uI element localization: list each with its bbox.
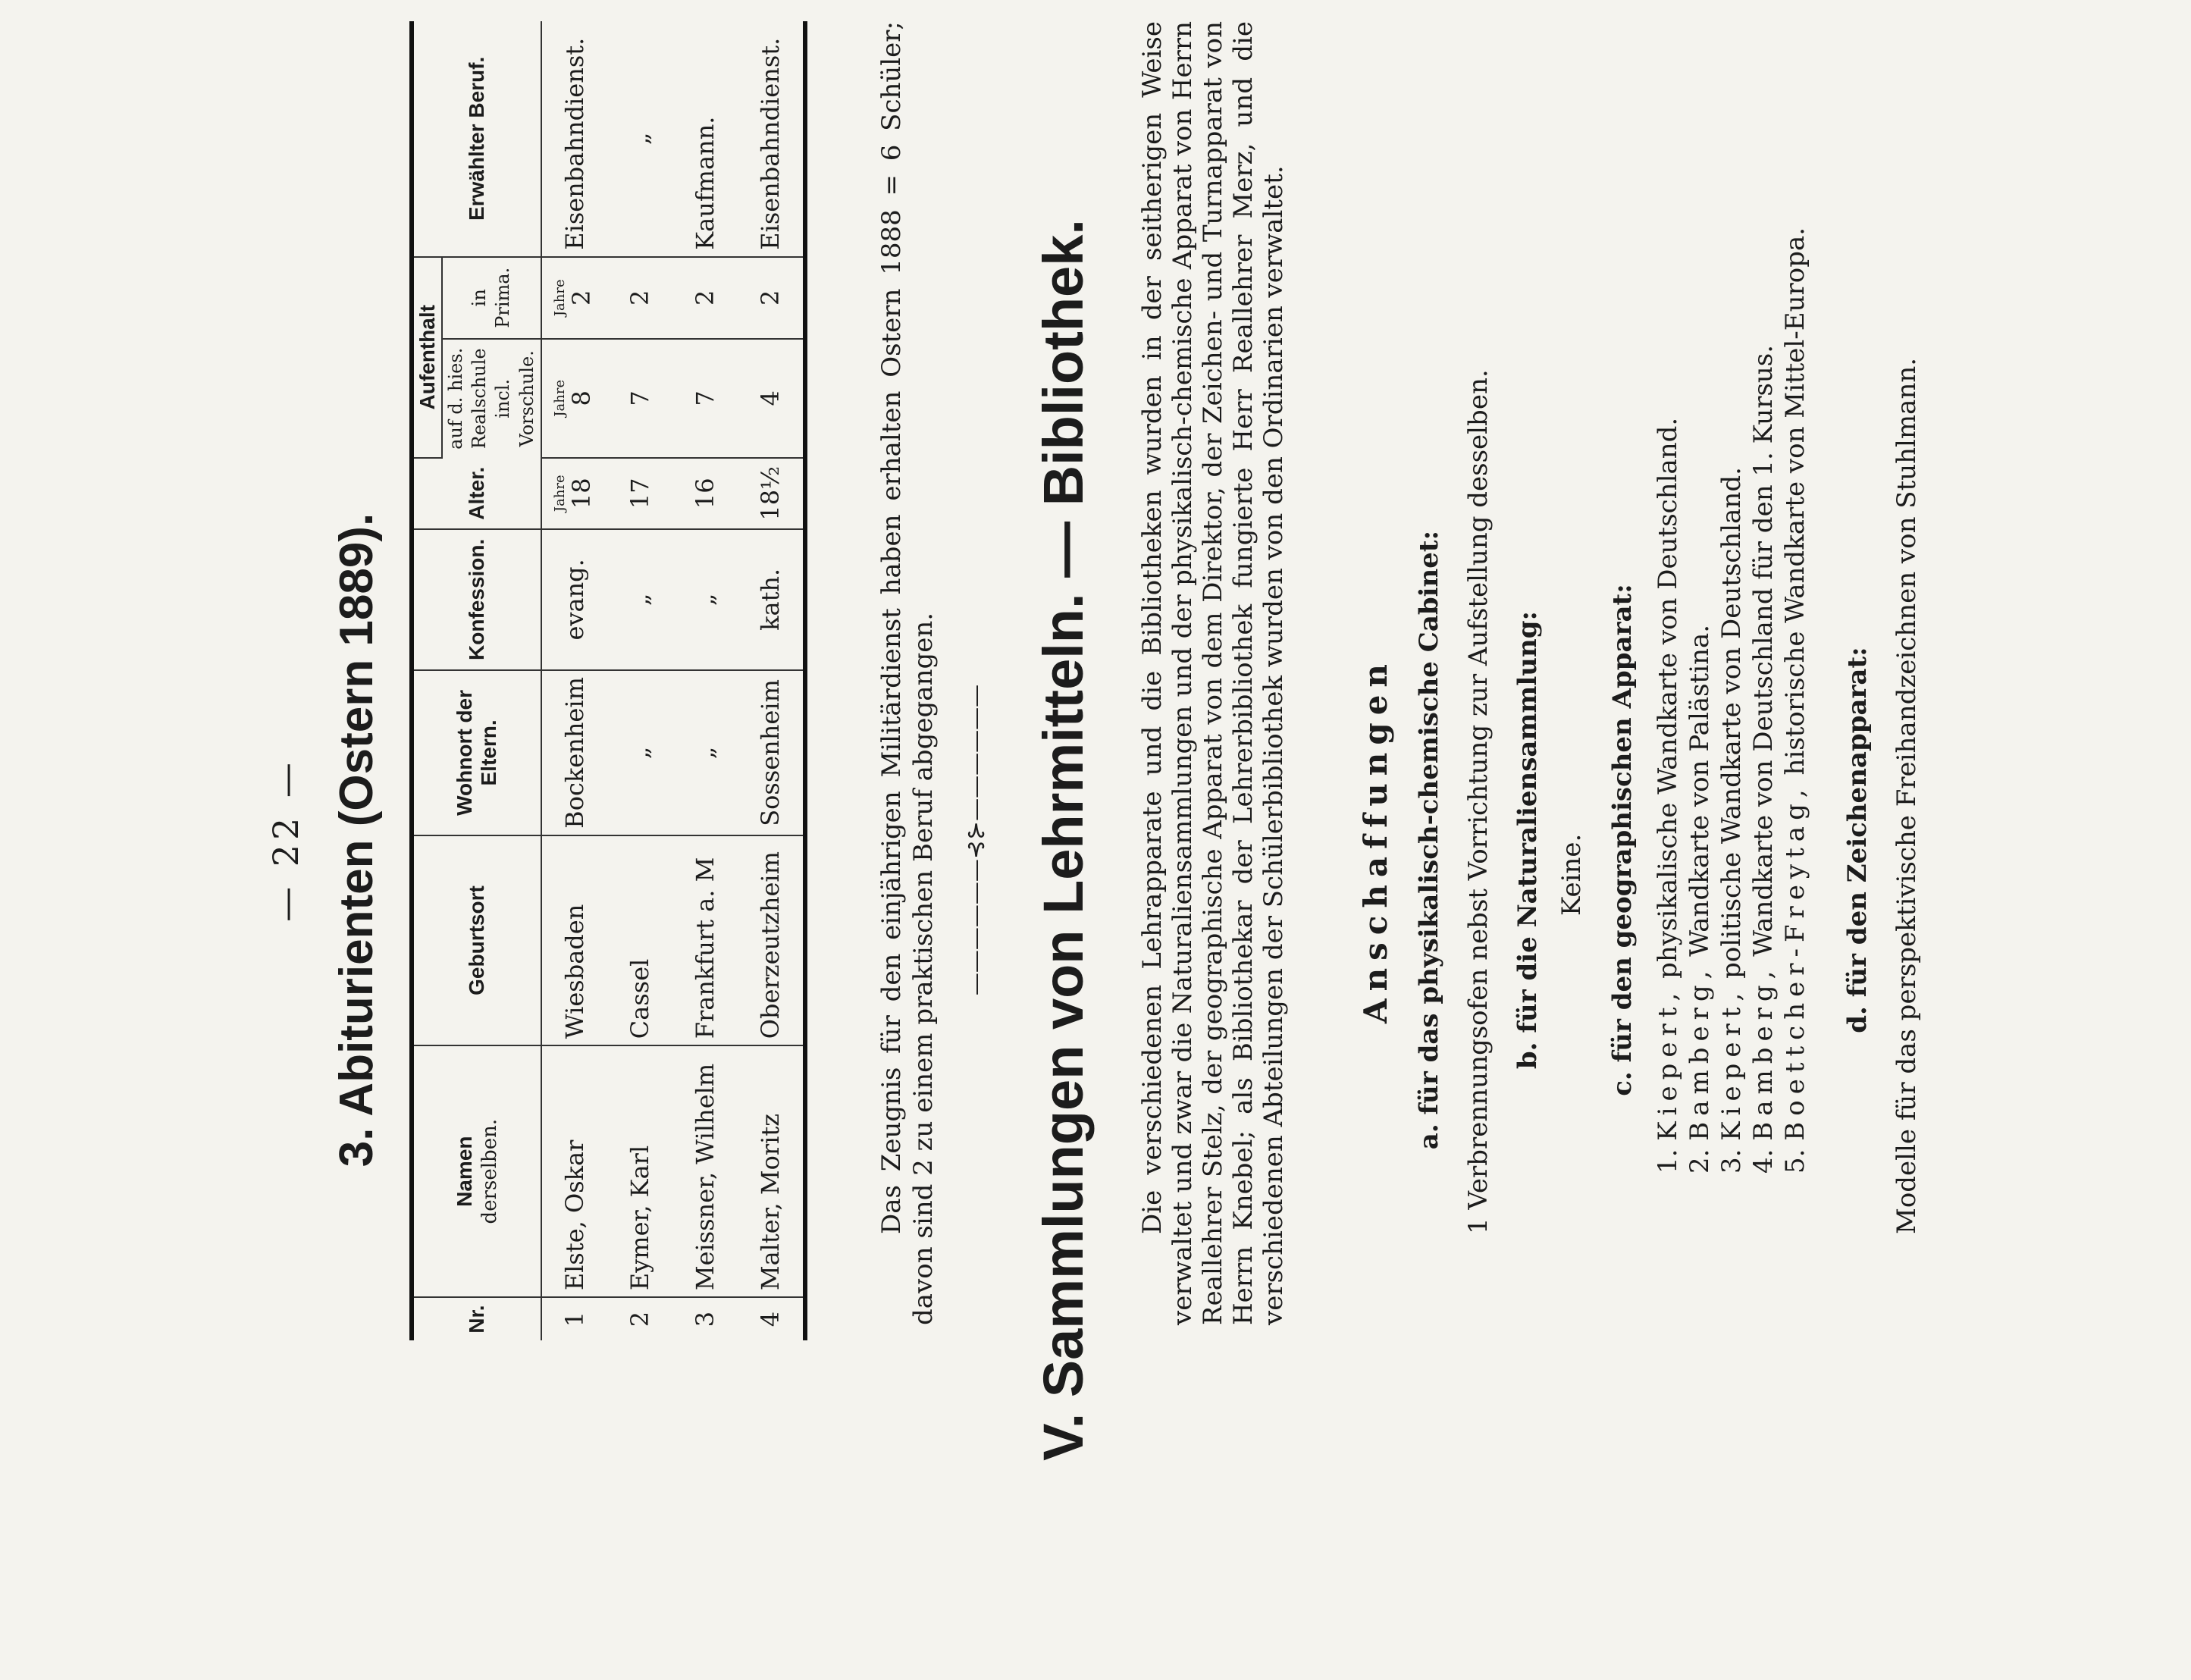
- cell-prima: 2: [672, 257, 738, 339]
- section-title: 3. Abiturienten (Ostern 1889).: [331, 512, 383, 1168]
- abiturienten-table: [409, 21, 807, 1340]
- list-num: 4.: [1748, 1149, 1779, 1174]
- list-num: 3.: [1716, 1149, 1747, 1174]
- cell-prima: 2: [607, 257, 672, 339]
- list-text: historische Wandkarte von Mittel-Europa.: [1780, 227, 1810, 776]
- cell-wohnort: „: [607, 670, 672, 835]
- document-page: [140, 21, 2051, 1553]
- list-text: Wandkarte von Deutschland für den 1. Kursus.: [1748, 344, 1779, 957]
- lehrmittel-paragraph: Die verschiedenen Lehrapparate und die Bibliotheken wurden in der seitherigen Weise verwaltet und zwar die Naturaliensammlungen und der physikalisch-chemische Apparat von Herrn Reallehrer Stelz, der geographische Apparat von dem Direktor, der Zeichen- und Turnapparat von Herrn Knebel; als Bibliothekar der Lehrerbibliothek fungierte Herr Reallehrer Merz, und die verschiedenen Abteilungen der Schülerbibliothek wurden von den Ordinarien verwaltet.: [1137, 21, 1289, 1325]
- list-author: Bamberg,: [1748, 964, 1779, 1141]
- text-b: Keine.: [1556, 833, 1587, 916]
- header-aufenthalt-prima: in Prima.: [442, 257, 541, 339]
- list-author: Bamberg,: [1685, 964, 1715, 1141]
- cell-geburtsort: Wiesbaden: [541, 835, 607, 1045]
- header-name-sub: derselben.: [478, 1118, 502, 1224]
- cell-realschule: [541, 339, 607, 458]
- alter-value: 18: [566, 478, 596, 509]
- cell-beruf: „: [607, 21, 672, 257]
- cell-geburtsort: Frankfurt a. M: [672, 835, 738, 1045]
- page-number: — 22 —: [265, 758, 306, 922]
- header-beruf: Erwählter Beruf.: [412, 21, 541, 257]
- cell-alter: 17: [607, 458, 672, 529]
- header-name-label: Namen: [453, 1136, 477, 1207]
- cell-prima: 2: [738, 257, 805, 339]
- cell-wohnort: „: [672, 670, 738, 835]
- cell-wohnort: Bockenheim: [541, 670, 607, 835]
- section-v-heading: V. Sammlungen von Lehrmitteln. — Bibliothek.: [1032, 219, 1095, 1461]
- cell-geburtsort: Cassel: [607, 835, 672, 1045]
- cell-alter: [541, 458, 607, 529]
- list-author: Kiepert,: [1653, 986, 1683, 1141]
- table-row: [541, 21, 607, 1340]
- list-num: 2.: [1685, 1149, 1715, 1174]
- list-item: [1716, 467, 1747, 1174]
- list-text: Wandkarte von Palästina.: [1685, 624, 1715, 957]
- cell-konfession: „: [672, 529, 738, 670]
- list-item: [1685, 625, 1715, 1174]
- unit-label: Jahre: [551, 475, 568, 512]
- cell-name: Malter, Moritz: [738, 1045, 805, 1297]
- cell-realschule: 7: [672, 339, 738, 458]
- cell-konfession: „: [607, 529, 672, 670]
- cell-beruf: Eisenbahndienst.: [738, 21, 805, 257]
- subheading-d: d. für den Zeichenapparat:: [1842, 647, 1873, 1033]
- cell-konfession: evang.: [541, 529, 607, 670]
- cell-name: Eymer, Karl: [607, 1045, 672, 1297]
- militaerdienst-paragraph: Das Zeugnis für den einjährigen Militärdienst haben erhalten Ostern 1888 = 6 Schüler; davon sind 2 zu einem praktischen Beruf abgegangen.: [876, 21, 939, 1325]
- list-num: 5.: [1780, 1149, 1810, 1174]
- cell-konfession: kath.: [738, 529, 805, 670]
- list-item: [1653, 418, 1683, 1174]
- header-name: [412, 1045, 541, 1297]
- list-item: [1780, 227, 1810, 1174]
- header-nr: Nr.: [412, 1297, 541, 1340]
- cell-name: Meissner, Wilhelm: [672, 1045, 738, 1297]
- unit-label: Jahre: [551, 379, 568, 417]
- prima-value: 2: [566, 290, 596, 306]
- header-alter: Alter.: [412, 458, 541, 529]
- table-row: [738, 21, 805, 1340]
- list-text: physikalische Wandkarte von Deutschland.: [1653, 417, 1683, 979]
- cell-nr: 3: [690, 1311, 719, 1327]
- cell-nr: 2: [625, 1311, 654, 1327]
- text-d: Modelle für das perspektivische Freihandzeichnen von Stuhlmann.: [1892, 357, 1922, 1234]
- header-aufenthalt-realschule: auf d. hies. Realschule incl. Vorschule.: [442, 339, 541, 458]
- cell-wohnort: Sossenheim: [738, 670, 805, 835]
- header-geburtsort: Geburtsort: [412, 835, 541, 1045]
- subheading-a: a. für das physikalisch-chemische Cabinet:: [1414, 530, 1444, 1150]
- table-row: [672, 21, 738, 1340]
- cell-realschule: 4: [738, 339, 805, 458]
- cell-beruf: Kaufmann.: [672, 21, 738, 257]
- subheading-c: c. für den geographischen Apparat:: [1607, 584, 1638, 1096]
- list-author: Boettcher-Freytag,: [1780, 783, 1810, 1141]
- cell-geburtsort: Oberzeutzheim: [738, 835, 805, 1045]
- cell-nr: 4: [755, 1311, 785, 1327]
- list-text: politische Wandkarte von Deutschland.: [1716, 467, 1747, 979]
- cell-realschule: 7: [607, 339, 672, 458]
- text-a: 1 Verbrennungsofen nebst Vorrichtung zur Aufstellung desselben.: [1463, 369, 1494, 1234]
- cell-alter: 16: [672, 458, 738, 529]
- cell-beruf: Eisenbahndienst.: [541, 21, 607, 257]
- header-wohnort: Wohnort der Eltern.: [412, 670, 541, 835]
- subheading-b: b. für die Naturaliensammlung:: [1512, 610, 1543, 1070]
- cell-alter: 18½: [738, 458, 805, 529]
- realschule-value: 8: [566, 390, 596, 406]
- cell-prima: [541, 257, 607, 339]
- header-aufenthalt: Aufenthalt: [412, 257, 442, 458]
- unit-label: Jahre: [551, 279, 568, 317]
- list-item: [1748, 345, 1779, 1174]
- list-num: 1.: [1653, 1149, 1683, 1174]
- cell-nr: 1: [560, 1311, 589, 1327]
- header-konfession: Konfession.: [412, 529, 541, 670]
- table-row: [607, 21, 672, 1340]
- anschaffungen-heading: Anschaffungen: [1357, 657, 1394, 1023]
- ornament-divider: ——————⊰⊱——————: [963, 684, 989, 996]
- cell-name: Elste, Oskar: [541, 1045, 607, 1297]
- list-author: Kiepert,: [1716, 986, 1747, 1141]
